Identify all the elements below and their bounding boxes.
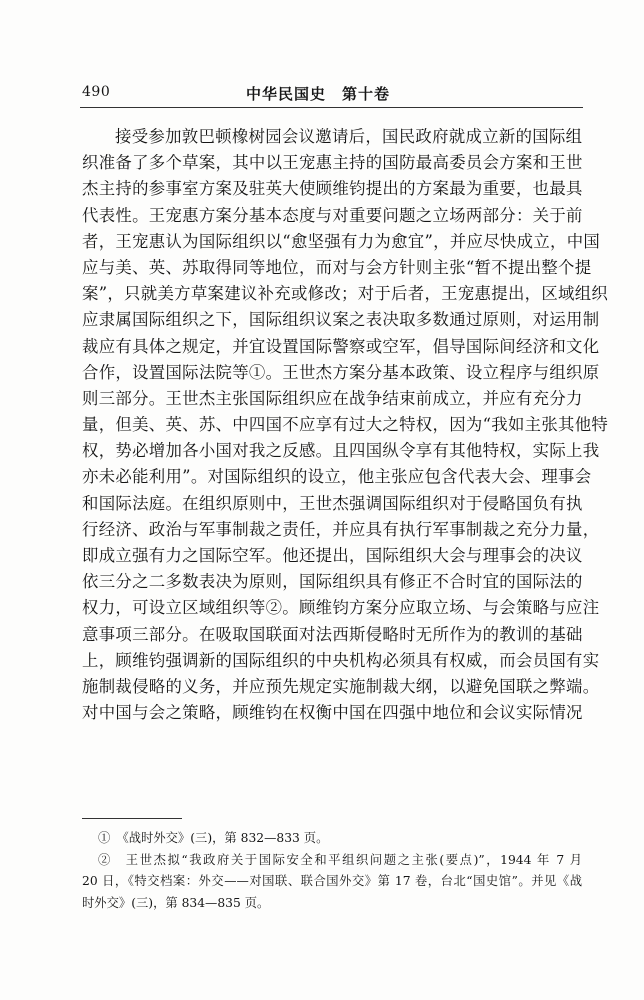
text-line: 行经济、政治与军事制裁之责任，并应具有执行军事制裁之充分力量，	[82, 519, 600, 539]
text-line: 接受参加敦巴顿橡树园会议邀请后，国民政府就成立新的国际组	[115, 127, 583, 146]
text-line: 亦未必能利用”。对国际组织的设立，他主张应包含代表大会、理事会	[82, 467, 592, 487]
text-line: 代表性。王宠惠方案分基本态度与对重要问题之立场两部分：关于前	[82, 205, 583, 225]
footnote-1: ① 《战时外交》(三)，第 832—833 页。	[98, 831, 329, 845]
footnote-2-line-3: 时外交》(三)，第 834—835 页。	[82, 895, 270, 910]
text-line: 裁应有具体之规定，并宜设置国际警察或空军，倡导国际间经济和文化	[82, 336, 600, 356]
text-line: 者，王宠惠认为国际组织以“愈坚强有力为愈宜”，并应尽快成立，中国	[82, 231, 601, 251]
text-line: 应隶属国际组织之下，国际组织议案之表决取多数通过原则，对运用制	[82, 310, 600, 330]
text-line: 权力，可设立区域组织等②。顾维钧方案分应取立场、与会策略与应注	[82, 598, 600, 618]
footnote-2-line-1: ② 王世杰拟“我政府关于国际安全和平组织问题之主张(要点)”，1944 年 7 月	[98, 852, 582, 867]
text-line: 应与美、英、苏取得同等地位，而对与会方针则主张“暂不提出整个提	[82, 257, 592, 277]
text-line: 和国际法庭。在组织原则中，王世杰强调国际组织对于侵略国负有执	[82, 493, 583, 513]
page-header	[82, 84, 582, 106]
text-line: 依三分之二多数表决为原则，国际组织具有修正不合时宜的国际法的	[82, 572, 583, 592]
footnote-2-line-2: 20 日，《特交档案：外交——对国联、联合国外交》第 17 卷，台北“国史馆”。并见《战	[82, 874, 582, 888]
text-line: 量，但美、英、苏、中四国不应享有过大之特权，因为“我如主张其他特	[82, 415, 609, 435]
text-line: 即成立强有力之国际空军。他还提出，国际组织大会与理事会的决议	[82, 546, 583, 565]
page-number: 490	[82, 84, 111, 100]
text-line: 意事项三部分。在吸取国联面对法西斯侵略时无所作为的教训的基础	[82, 624, 583, 644]
footnotes	[82, 828, 582, 914]
text-line: 上，顾维钧强调新的国际组织的中央机构必须具有权威，而会员国有实	[82, 650, 600, 670]
running-title: 中华民国史 第十卷	[246, 85, 391, 103]
text-line: 案”，只就美方草案建议补充或修改；对于后者，王宠惠提出，区域组织	[82, 284, 609, 304]
text-line: 织准备了多个草案，其中以王宠惠主持的国防最高委员会方案和王世	[82, 153, 583, 173]
text-line: 则三部分。王世杰主张国际组织应在战争结束前成立，并应有充分力	[82, 388, 583, 408]
text-line: 对中国与会之策略，顾维钧在权衡中国在四强中地位和会议实际情况	[82, 703, 583, 723]
body-paragraph	[82, 124, 609, 726]
header-rule	[80, 107, 583, 108]
text-line: 合作，设置国际法院等①。王世杰方案分基本政策、设立程序与组织原	[82, 362, 600, 382]
text-line: 杰主持的参事室方案及驻英大使顾维钧提出的方案最为重要，也最具	[82, 179, 583, 199]
text-line: 施制裁侵略的义务，并应预先规定实施制裁大纲，以避免国联之弊端。	[82, 676, 600, 696]
footnote-rule	[82, 818, 182, 819]
text-line: 权，势必增加各小国对我之反感。且四国纵令享有其他特权，实际上我	[82, 441, 600, 461]
